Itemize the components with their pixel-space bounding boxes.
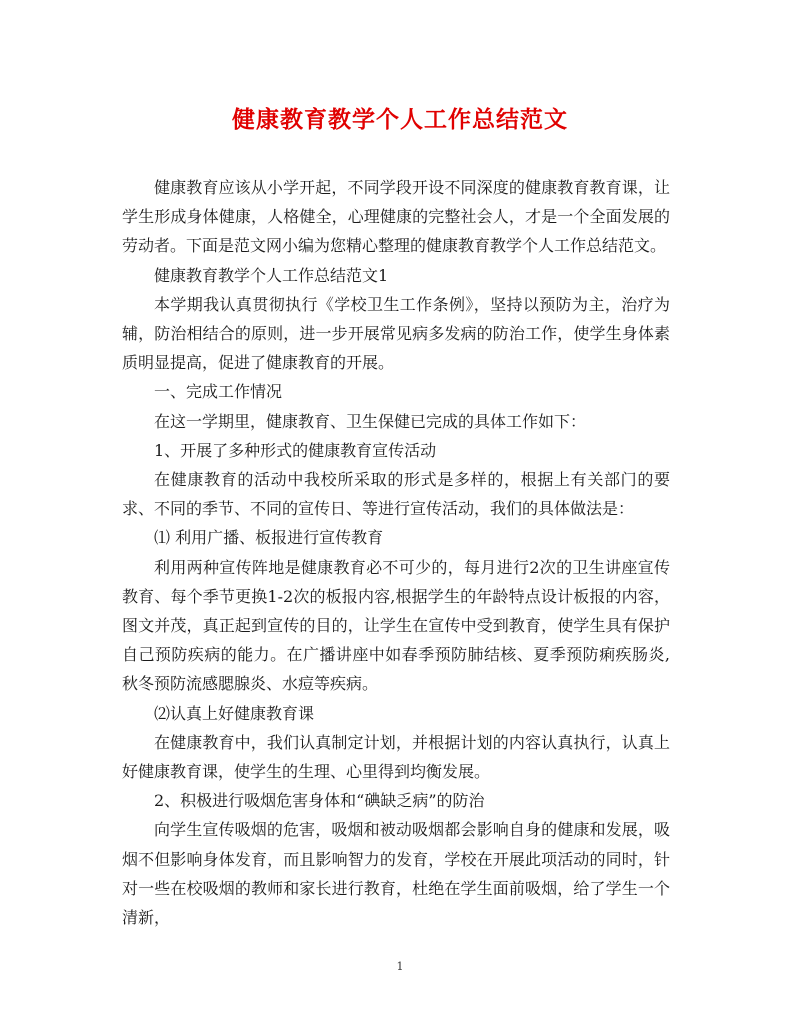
body-paragraph: 在健康教育的活动中我校所采取的形式是多样的，根据上有关部门的要求、不同的季节、不同的宣传日、等进行宣传活动，我们的具体做法是： [122, 470, 670, 519]
document-body [122, 173, 670, 932]
body-paragraph: 在这一学期里，健康教育、卫生保健已完成的具体工作如下： [154, 411, 587, 431]
subsection-heading: 2、积极进行吸烟危害身体和“碘缺乏病”的防治 [154, 791, 485, 811]
body-paragraph: 向学生宣传吸烟的危害，吸烟和被动吸烟都会影响自身的健康和发展，吸烟不但影响身体发育，而且影响智力的发育，学校在开展此项活动的同时，针对一些在校吸烟的教师和家长进行教育，杜绝在学生面前吸烟，给了学生一个清新， [122, 820, 670, 928]
section-heading: 健康教育教学个人工作总结范文1 [154, 265, 389, 285]
body-paragraph: 利用两种宣传阵地是健康教育必不可少的，每月进行2次的卫生讲座宣传教育、每个季节更换1-2次的板报内容,根据学生的年龄特点设计板报的内容，图文并茂，真正起到宣传的目的，让学生在宣传中受到教育，使学生具有保护自己预防疾病的能力。在广播讲座中如春季预防肺结核、夏季预防痢疾肠炎,秋冬预防流感腮腺炎、水痘等疾病。 [122, 557, 670, 694]
subsection-heading: ⑵认真上好健康教育课 [154, 703, 315, 723]
subsection-heading: ⑴ 利用广播、板报进行宣传教育 [154, 528, 384, 548]
body-paragraph: 在健康教育中，我们认真制定计划，并根据计划的内容认真执行，认真上好健康教育课，使学生的生理、心里得到均衡发展。 [122, 732, 670, 782]
section-heading: 一、完成工作情况 [154, 382, 283, 402]
intro-paragraph: 健康教育应该从小学开起，不同学段开设不同深度的健康教育教育课，让学生形成身体健康，人格健全，心理健康的完整社会人，才是一个全面发展的劳动者。下面是范文网小编为您精心整理的健康教育教学个人工作总结范文。 [122, 178, 670, 256]
document-title: 健康教育教学个人工作总结范文 [232, 106, 568, 133]
subsection-heading: 1、开展了多种形式的健康教育宣传活动 [154, 440, 437, 460]
body-paragraph: 本学期我认真贯彻执行《学校卫生工作条例》，坚持以预防为主，治疗为辅，防治相结合的原则，进一步开展常见病多发病的防治工作，使学生身体素质明显提高，促进了健康教育的开展。 [122, 294, 670, 373]
page-number: 1 [396, 960, 404, 973]
